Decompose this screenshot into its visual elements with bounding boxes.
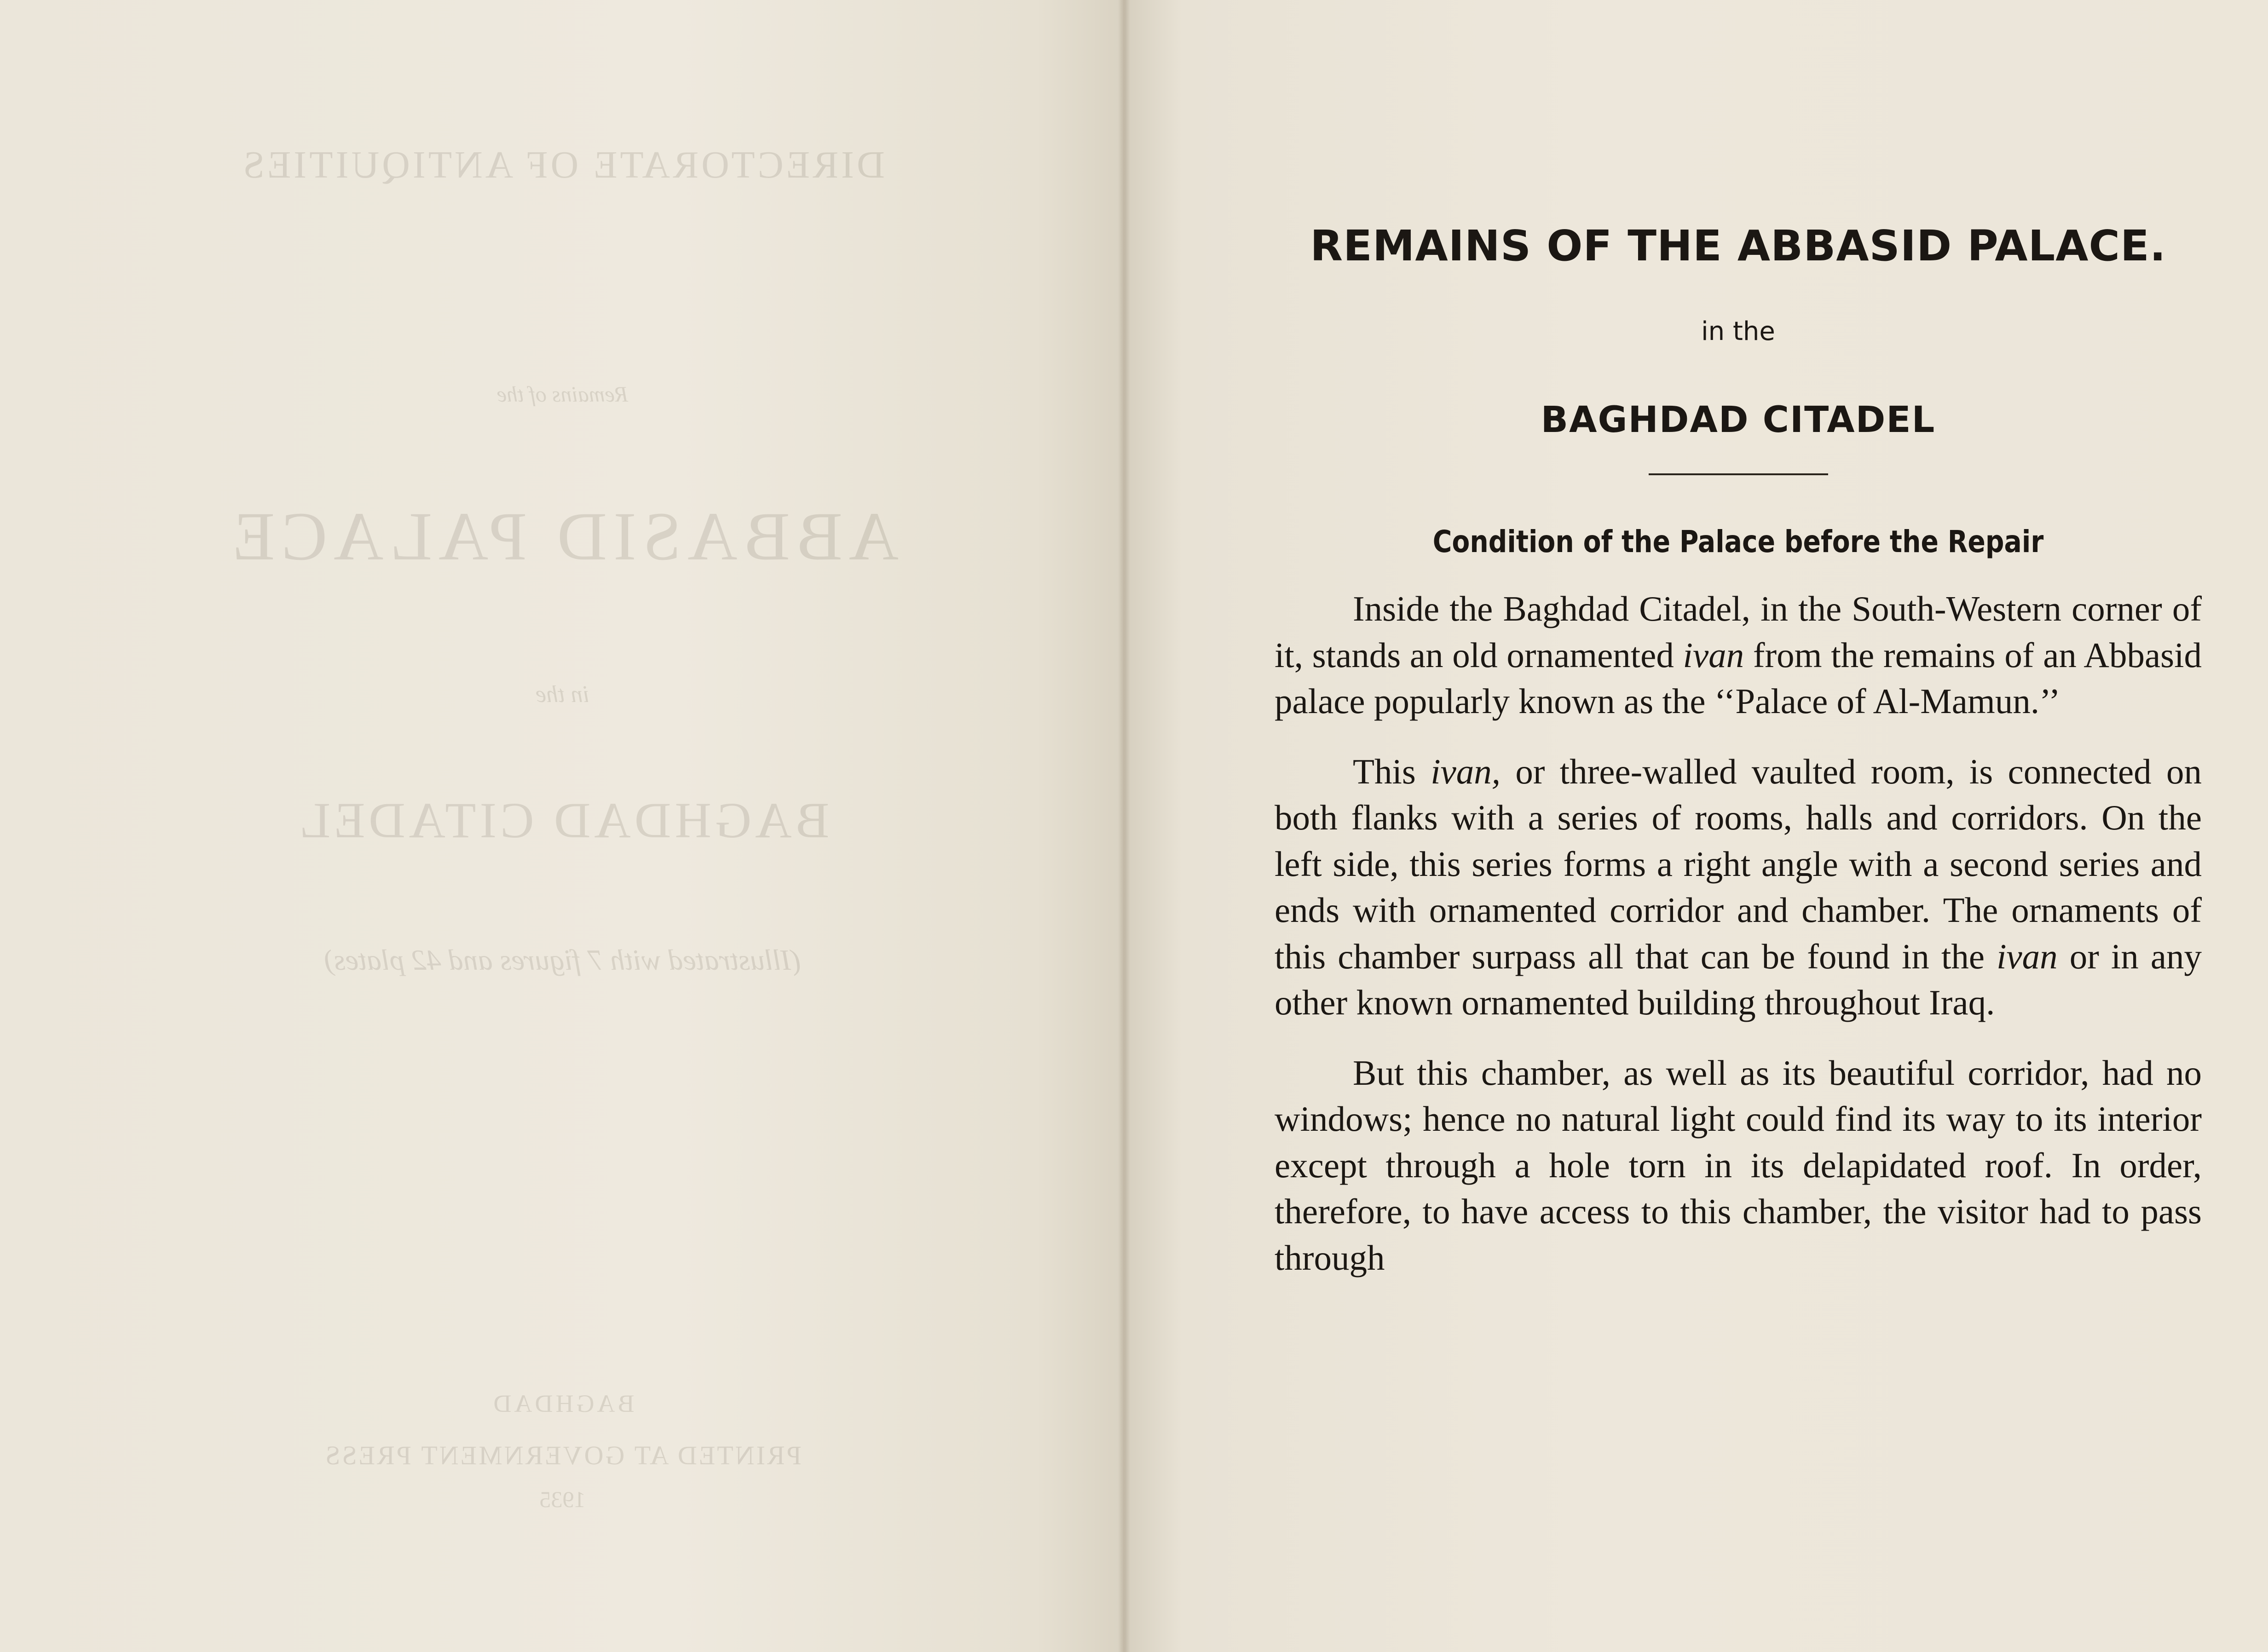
ghost-line: in the xyxy=(536,681,589,708)
ghost-line: BAGHDAD xyxy=(491,1390,635,1417)
right-page-content xyxy=(1275,221,2202,1281)
italic-term: ivan, xyxy=(1431,751,1501,791)
ghost-line: DIRECTORATE OF ANTIQUITIES xyxy=(240,144,885,186)
paragraph-3 xyxy=(1275,1050,2202,1281)
text-span: from the remains of an Abbasid palace popularly known as the ‘‘Palace of Al-Mamun.’’ xyxy=(1275,635,2202,721)
ghost-line: PRINTED AT GOVERNMENT PRESS xyxy=(323,1440,802,1470)
italic-term: ivan xyxy=(1997,936,2058,976)
ghost-line: (Illustrated with 7 figures and 42 plates) xyxy=(324,944,801,976)
paragraph-2 xyxy=(1275,748,2202,1026)
left-page-show-through xyxy=(0,0,1125,1652)
body-text xyxy=(1275,586,2202,1281)
text-span: or three-walled vaulted room, is connected on both flanks with a series of rooms, halls and corridors. On the left side, this series forms a right angle with a second series and ends with ornamented corridor and chamber. The ornaments of this chamber surpass all that can be found in the xyxy=(1275,751,2202,976)
text-span: Inside the Baghdad Citadel, in the South-Western corner of it, stands an old ornamented xyxy=(1275,589,2202,675)
page-title: REMAINS OF THE ABBASID PALACE. xyxy=(1310,221,2166,271)
section-heading: Condition of the Palace before the Repair xyxy=(1432,524,2044,559)
text-span: This xyxy=(1353,751,1431,791)
text-span: or in any other known ornamented building throughout Iraq. xyxy=(1275,936,2202,1022)
title-connector: in the xyxy=(1701,317,1775,346)
paragraph-1 xyxy=(1275,586,2202,725)
ghost-line: Remains of the xyxy=(496,382,629,407)
ghost-line: ABBASID PALACE xyxy=(226,498,899,575)
ghost-line: 1935 xyxy=(539,1486,586,1512)
title-divider xyxy=(1649,473,1828,475)
ghost-line: BAGHDAD CITADEL xyxy=(295,792,830,848)
italic-term: ivan xyxy=(1683,635,1744,675)
page-subtitle: BAGHDAD CITADEL xyxy=(1541,399,1936,441)
text-span: But this chamber, as well as its beautiful corridor, had no windows; hence no natural light could find its way to its interior except through a hole torn in its delapidated roof. In order, therefore, to have access to this chamber, the visitor had to pass through xyxy=(1275,1053,2202,1278)
